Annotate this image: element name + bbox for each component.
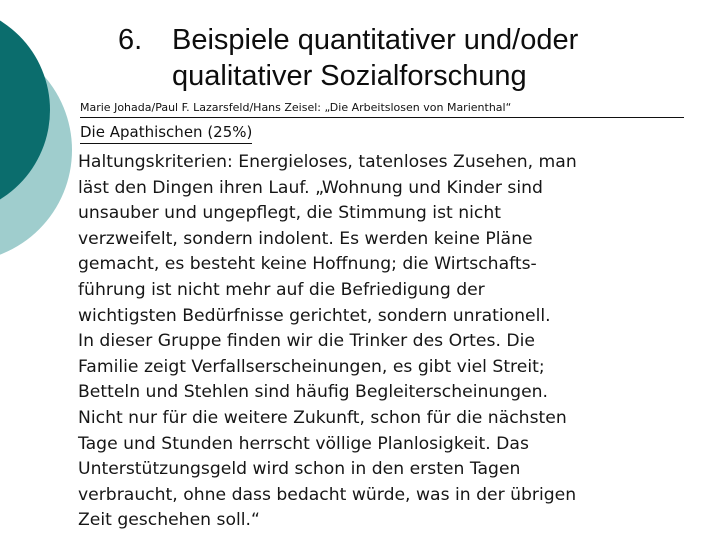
body-text (78, 150, 708, 534)
section-subheading: Die Apathischen (25%) (80, 123, 252, 144)
body-line: In dieser Gruppe finden wir die Trinker des Ortes. Die (78, 331, 535, 352)
body-line: Familie zeigt Verfallserscheinungen, es gibt viel Streit; (78, 356, 545, 377)
body-line: läst den Dingen ihren Lauf. „Wohnung und Kinder sind (78, 177, 543, 198)
body-line: Nicht nur für die weitere Zukunft, schon für die nächsten (78, 407, 567, 428)
body-line: verzweifelt, sondern indolent. Es werden keine Pläne (78, 228, 533, 249)
source-citation: Marie Johada/Paul F. Lazarsfeld/Hans Zeisel: „Die Arbeitslosen von Marienthal“ (80, 101, 684, 118)
decorative-circles (0, 0, 80, 300)
body-line: Tage und Stunden herrscht völlige Planlosigkeit. Das (78, 433, 529, 454)
body-line: führung ist nicht mehr auf die Befriedigung der (78, 279, 485, 300)
title-line-1: Beispiele quantitativer und/oder (172, 24, 579, 56)
body-line: gemacht, es besteht keine Hoffnung; die Wirtschafts- (78, 254, 537, 275)
body-line: verbraucht, ohne dass bedacht würde, was in der übrigen (78, 484, 577, 505)
body-line: wichtigsten Bedürfnisse gerichtet, sondern unrationell. (78, 305, 551, 326)
title-number: 6. (118, 24, 143, 56)
body-line: unsauber und ungepflegt, die Stimmung ist nicht (78, 203, 501, 224)
body-line: Betteln und Stehlen sind häufig Begleiterscheinungen. (78, 382, 548, 403)
slide-title (118, 22, 708, 94)
title-line-2: qualitativer Sozialforschung (172, 60, 527, 92)
body-line: Zeit geschehen soll.“ (78, 510, 260, 531)
body-line: Haltungskriterien: Energieloses, tatenloses Zusehen, man (78, 152, 577, 172)
body-line: Unterstützungsgeld wird schon in den ersten Tagen (78, 459, 521, 480)
